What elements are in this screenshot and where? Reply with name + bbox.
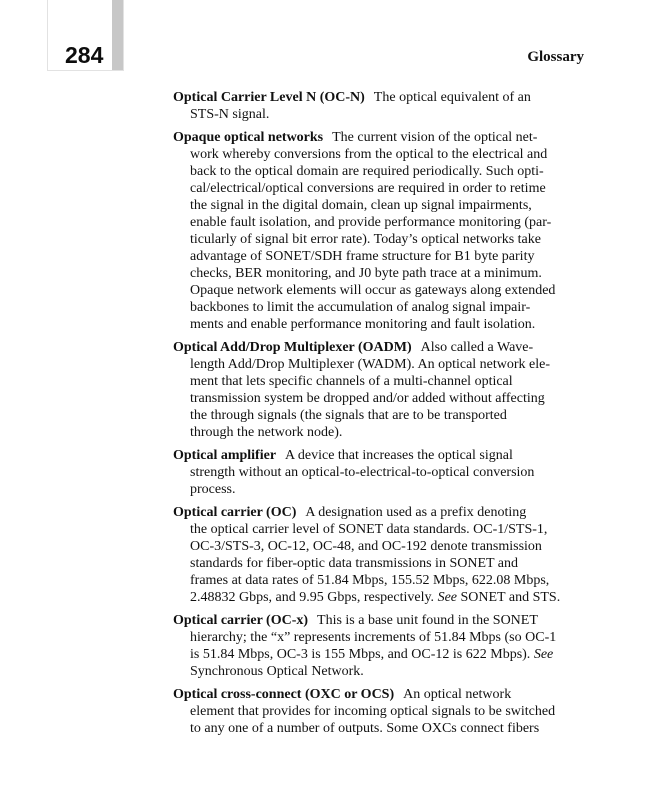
glossary-term: Optical carrier (OC-x) xyxy=(173,613,309,628)
glossary-definition: The current vision of the optical net- work whereby conversions from the optical to the electrical and back to the optical domain are required periodically. Such opti- cal/electrical/optical conversions are required in order to retime the signal in the digital domain, clean up signal impairments, enable fault isolation, and provide performance monitoring (par- ticularly of signal bit error rate). Today’s optical networks take advantage of SONET/SDH frame structure for B1 byte parity checks, BER monitoring, and J0 byte path trace at a minimum. Opaque network elements will occur as gateways along extended backbones to limit the accumulation of analog signal impair- ments and enable performance monitoring and fault isolation. xyxy=(190,130,556,332)
page-number-tab xyxy=(47,0,124,71)
tab-strip-decoration xyxy=(112,0,123,70)
glossary-term: Opaque optical networks xyxy=(173,130,324,145)
glossary-entry xyxy=(173,89,635,123)
glossary-definition: This is a base unit found in the SONET hierarchy; the “x” represents increments of 51.84 Mbps (so OC-1 is 51.84 Mbps, OC-3 is 155 Mbps, and OC-12 is 622 Mbps). See Synchronous Optical Network. xyxy=(190,613,557,679)
glossary-term: Optical Add/Drop Multiplexer (OADM) xyxy=(173,340,412,355)
glossary-term: Optical Carrier Level N (OC-N) xyxy=(173,90,365,105)
glossary-entry xyxy=(173,612,635,680)
glossary-entry xyxy=(173,339,635,441)
glossary-definition: The optical equivalent of an STS-N signal. xyxy=(190,90,531,122)
glossary-entry xyxy=(173,686,635,737)
glossary-term: Optical cross-connect (OXC or OCS) xyxy=(173,687,395,702)
glossary-entry xyxy=(173,447,635,498)
glossary-entries xyxy=(0,89,647,743)
glossary-entry xyxy=(173,504,635,606)
page-number: 284 xyxy=(65,42,104,68)
glossary-definition: An optical network element that provides for incoming optical signals to be switched to any one of a number of outputs. Some OXCs connect fibers xyxy=(190,687,556,736)
glossary-definition: Also called a Wave- length Add/Drop Multiplexer (WADM). An optical network ele- ment that lets specific channels of a multi-channel optical transmission system be dropped and/or added without affecting the through signals (the signals that are to be transported through the network node). xyxy=(190,340,551,440)
glossary-definition: A device that increases the optical signal strength without an optical-to-electrical-to-optical conversion process. xyxy=(190,448,535,497)
glossary-entry xyxy=(173,129,635,333)
glossary-term: Optical amplifier xyxy=(173,448,277,463)
glossary-term: Optical carrier (OC) xyxy=(173,505,297,520)
glossary-definition: A designation used as a prefix denoting the optical carrier level of SONET data standards. OC-1/STS-1, OC-3/STS-3, OC-12, OC-48, and OC-192 denote transmission standards for fiber-optic data transmissions in SONET and frames at data rates of 51.84 Mbps, 155.52 Mbps, 622.08 Mbps, 2.48832 Gbps, and 9.95 Gbps, respectively. See SONET and STS. xyxy=(190,505,561,605)
running-head: Glossary xyxy=(527,49,584,65)
